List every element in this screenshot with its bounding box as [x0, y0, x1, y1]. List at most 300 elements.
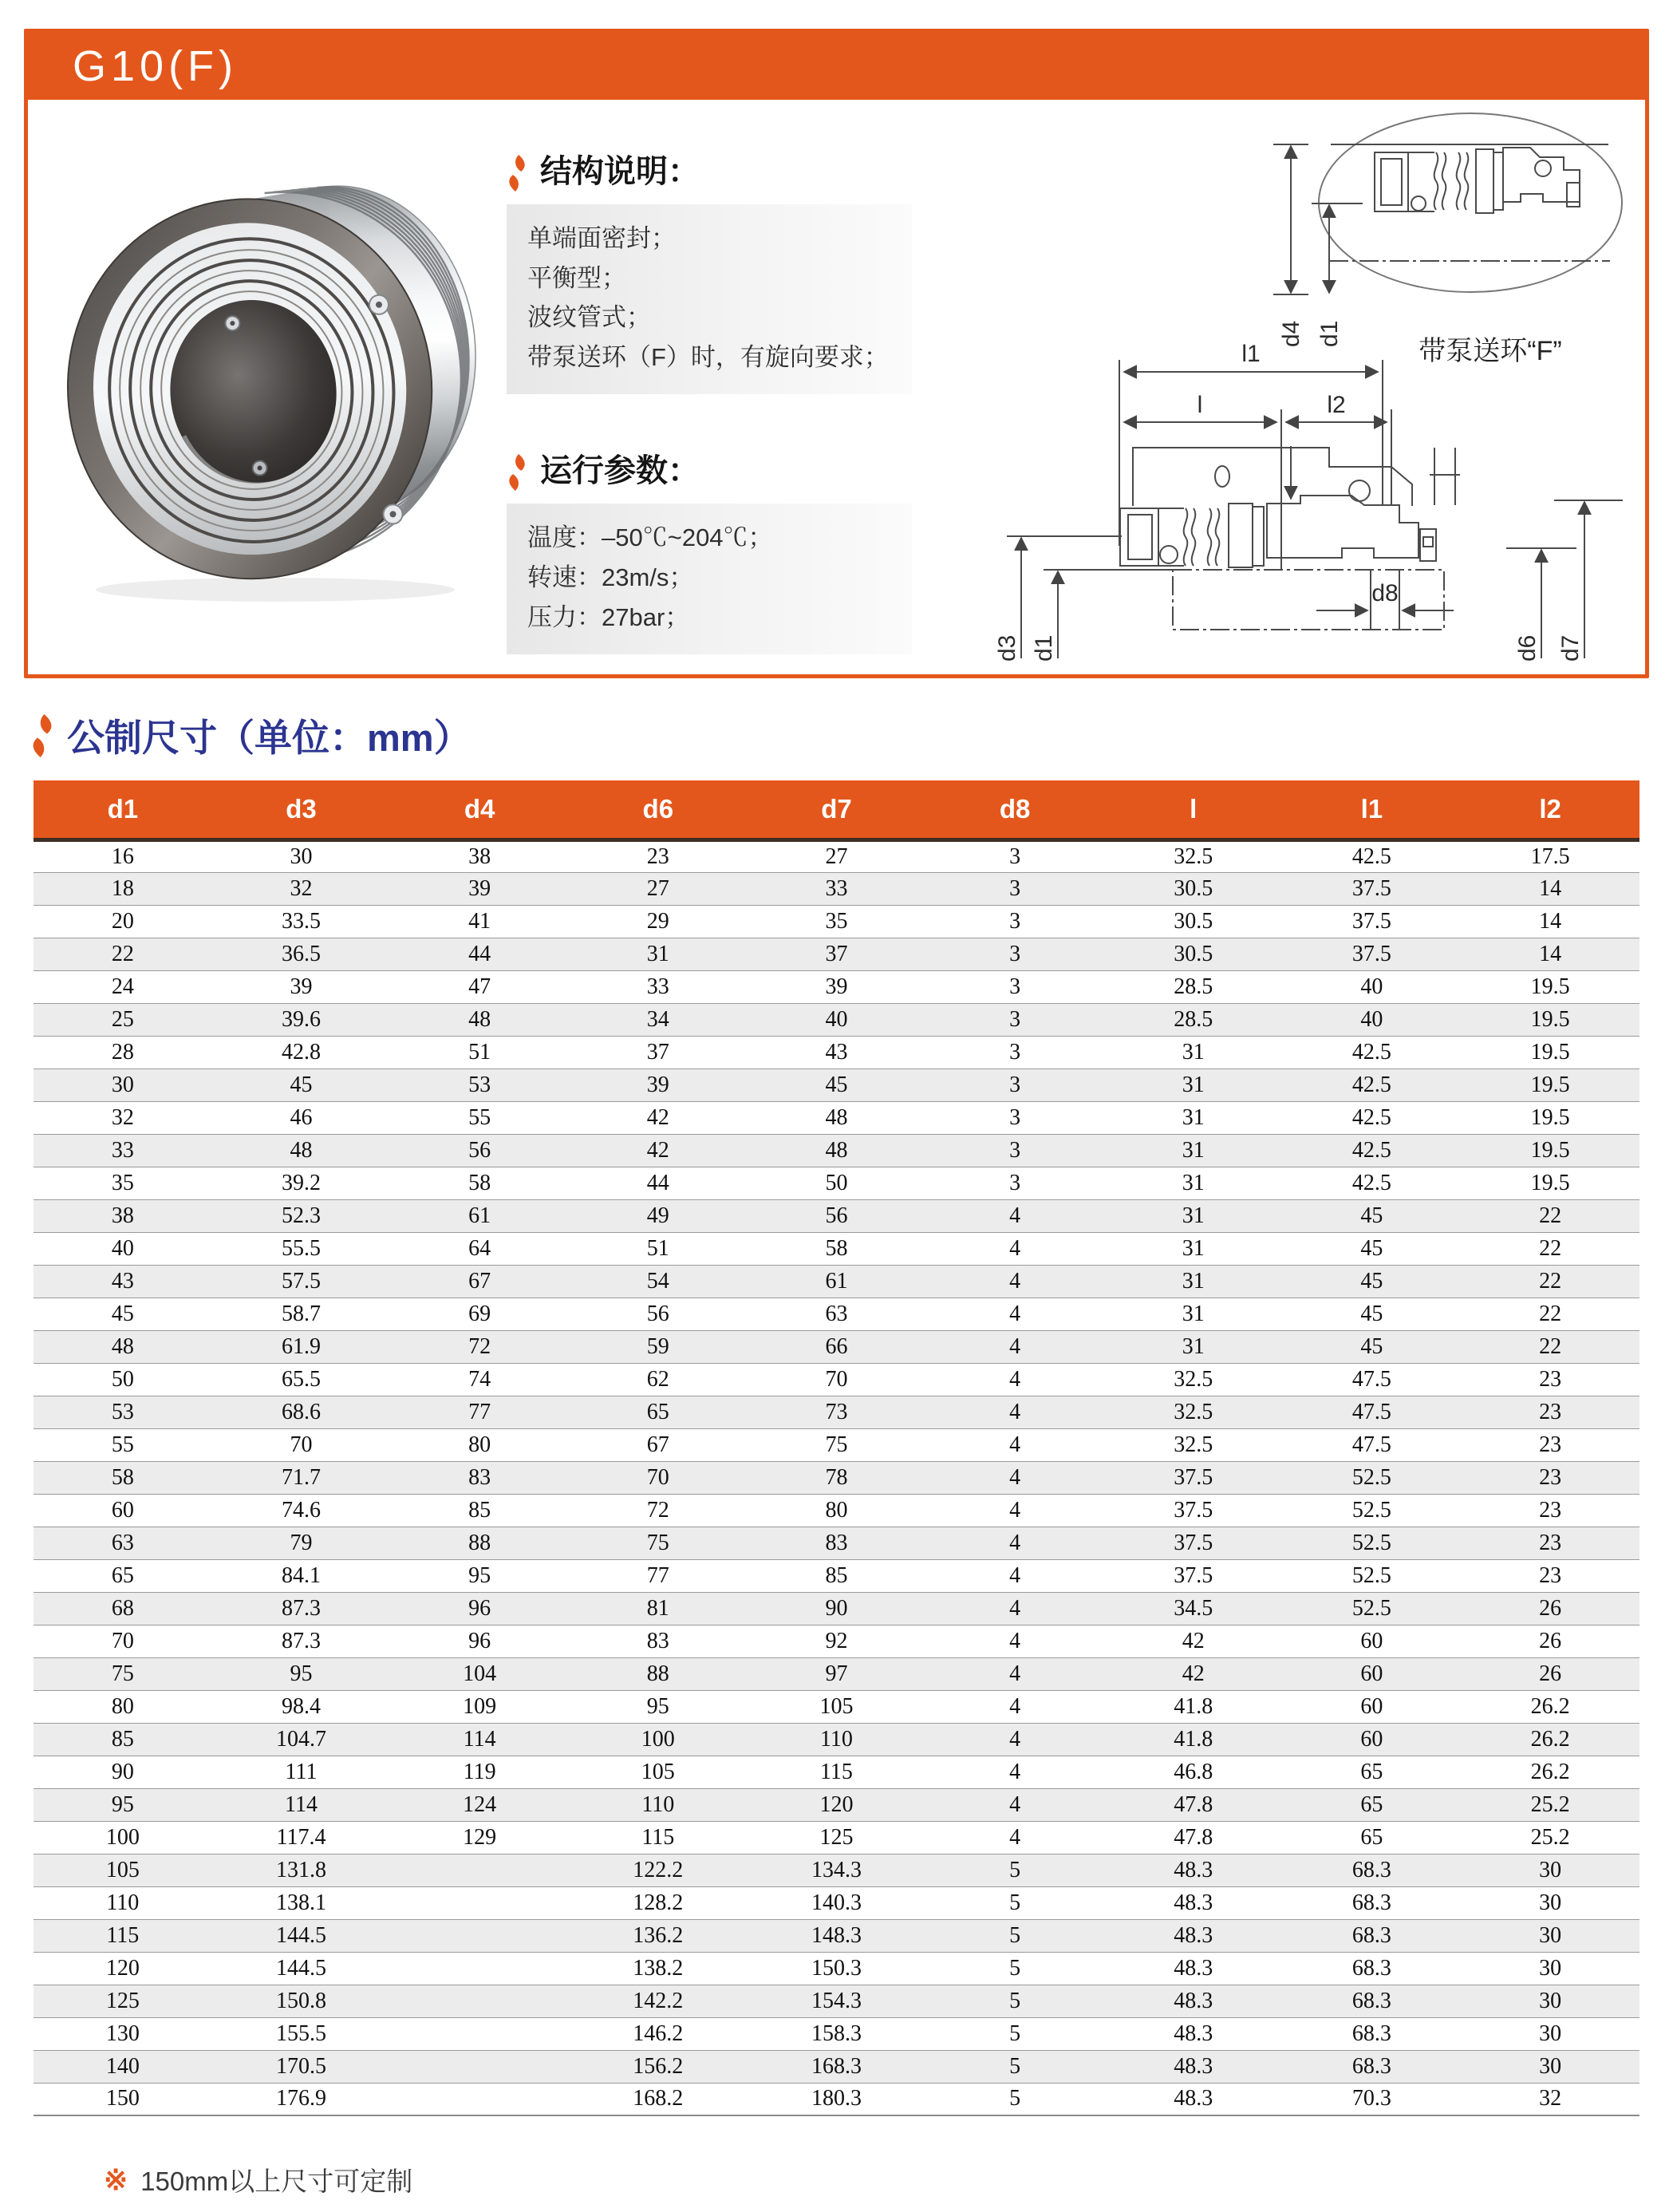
table-cell: 26.2: [1461, 1756, 1639, 1788]
table-cell: 41.8: [1104, 1723, 1283, 1756]
table-cell: 60: [1283, 1723, 1462, 1756]
table-cell: 45: [1283, 1199, 1462, 1232]
table-cell: 33: [569, 970, 748, 1003]
structure-section: [507, 146, 941, 394]
table-cell: 52.5: [1283, 1461, 1462, 1494]
table-row: [34, 1101, 1639, 1134]
table-cell: 95: [569, 1690, 748, 1723]
table-cell: 74.6: [212, 1494, 391, 1527]
table-cell: [390, 2083, 569, 2115]
table-cell: 83: [390, 1461, 569, 1494]
spec-text-column: [507, 100, 941, 674]
dimension-table: [34, 780, 1639, 2116]
table-cell: 14: [1461, 938, 1639, 970]
table-cell: 42: [569, 1101, 748, 1134]
table-cell: 60: [1283, 1657, 1462, 1690]
table-row: [34, 1625, 1639, 1657]
table-cell: 48: [34, 1330, 212, 1363]
table-row: [34, 1036, 1639, 1068]
table-cell: 140.3: [748, 1886, 926, 1919]
table-row: [34, 1068, 1639, 1101]
table-cell: 57.5: [212, 1265, 391, 1298]
table-cell: 68.6: [212, 1396, 391, 1428]
table-cell: 41.8: [1104, 1690, 1283, 1723]
table-cell: 31: [1104, 1330, 1283, 1363]
table-cell: 39: [390, 872, 569, 905]
table-cell: 136.2: [569, 1919, 748, 1952]
table-cell: 70: [569, 1461, 748, 1494]
table-cell: 5: [925, 1854, 1104, 1886]
table-cell: 3: [925, 1068, 1104, 1101]
table-cell: 23: [1461, 1494, 1639, 1527]
table-cell: 45: [1283, 1330, 1462, 1363]
table-cell: 20: [34, 905, 212, 938]
footnote: [104, 2161, 412, 2198]
table-row: [34, 1559, 1639, 1592]
table-cell: 80: [34, 1690, 212, 1723]
table-cell: 65.5: [212, 1363, 391, 1396]
table-cell: 25.2: [1461, 1788, 1639, 1821]
table-cell: 79: [212, 1527, 391, 1559]
table-row: [34, 938, 1639, 970]
table-cell: 31: [1104, 1167, 1283, 1199]
table-row: [34, 1886, 1639, 1919]
table-cell: 119: [390, 1756, 569, 1788]
table-cell: 115: [748, 1756, 926, 1788]
table-cell: 37.5: [1104, 1494, 1283, 1527]
table-cell: 47.8: [1104, 1821, 1283, 1854]
table-cell: 158.3: [748, 2017, 926, 2050]
table-cell: 176.9: [212, 2083, 391, 2115]
table-cell: 40: [748, 1003, 926, 1036]
table-cell: 45: [1283, 1298, 1462, 1330]
table-cell: 22: [1461, 1199, 1639, 1232]
table-cell: 19.5: [1461, 1036, 1639, 1068]
table-cell: 42.5: [1283, 1167, 1462, 1199]
table-cell: 95: [34, 1788, 212, 1821]
table-row: [34, 1003, 1639, 1036]
table-cell: [390, 1985, 569, 2017]
table-cell: 37.5: [1104, 1461, 1283, 1494]
dim-label-l1: l1: [1241, 341, 1261, 367]
table-cell: 3: [925, 872, 1104, 905]
table-row: [34, 1330, 1639, 1363]
table-cell: 65: [1283, 1756, 1462, 1788]
table-cell: 47.5: [1283, 1363, 1462, 1396]
table-cell: 48: [212, 1134, 391, 1167]
table-cell: 37.5: [1283, 938, 1462, 970]
table-cell: 42.8: [212, 1036, 391, 1068]
table-row: [34, 1821, 1639, 1854]
table-cell: 68.3: [1283, 1886, 1462, 1919]
table-cell: 115: [569, 1821, 748, 1854]
table-cell: 5: [925, 1952, 1104, 1985]
table-cell: 26.2: [1461, 1723, 1639, 1756]
table-cell: 95: [390, 1559, 569, 1592]
table-cell: 131.8: [212, 1854, 391, 1886]
table-cell: 63: [748, 1298, 926, 1330]
table-cell: 48.3: [1104, 1952, 1283, 1985]
table-cell: 122.2: [569, 1854, 748, 1886]
table-cell: 75: [34, 1657, 212, 1690]
table-cell: 3: [925, 905, 1104, 938]
table-cell: 45: [212, 1068, 391, 1101]
table-cell: 109: [390, 1690, 569, 1723]
table-cell: 39.6: [212, 1003, 391, 1036]
table-cell: 27: [569, 872, 748, 905]
table-cell: 37.5: [1104, 1527, 1283, 1559]
table-cell: 3: [925, 1036, 1104, 1068]
table-cell: 77: [569, 1559, 748, 1592]
table-cell: 14: [1461, 905, 1639, 938]
table-cell: 69: [390, 1298, 569, 1330]
table-row: [34, 1723, 1639, 1756]
text-line: 带泵送环（F）时，有旋向要求；: [527, 342, 889, 371]
table-cell: 46: [212, 1101, 391, 1134]
table-body: [34, 839, 1639, 2115]
table-cell: 45: [1283, 1232, 1462, 1265]
table-cell: 59: [569, 1330, 748, 1363]
table-row: [34, 1265, 1639, 1298]
table-cell: 30.5: [1104, 905, 1283, 938]
table-row: [34, 1167, 1639, 1199]
table-cell: 168.2: [569, 2083, 748, 2115]
table-cell: 23: [1461, 1527, 1639, 1559]
table-cell: 105: [34, 1854, 212, 1886]
table-cell: 16: [34, 839, 212, 872]
table-cell: 168.3: [748, 2050, 926, 2083]
table-cell: 19.5: [1461, 1134, 1639, 1167]
params-text: [507, 504, 912, 654]
table-cell: 51: [390, 1036, 569, 1068]
table-row: [34, 1199, 1639, 1232]
table-row: [34, 1985, 1639, 2017]
table-cell: 40: [34, 1232, 212, 1265]
table-cell: 125: [748, 1821, 926, 1854]
metric-section-header: [30, 709, 472, 762]
dim-label-d7: d7: [1557, 634, 1584, 662]
table-cell: 42.5: [1283, 839, 1462, 872]
table-cell: 4: [925, 1657, 1104, 1690]
table-cell: 42.5: [1283, 1134, 1462, 1167]
table-cell: 4: [925, 1788, 1104, 1821]
table-cell: 4: [925, 1723, 1104, 1756]
table-cell: 96: [390, 1625, 569, 1657]
table-cell: 52.5: [1283, 1527, 1462, 1559]
column-header-d1: d1: [34, 780, 212, 839]
table-row: [34, 1788, 1639, 1821]
table-cell: 48: [748, 1134, 926, 1167]
table-cell: 43: [34, 1265, 212, 1298]
table-cell: 129: [390, 1821, 569, 1854]
table-cell: 32.5: [1104, 1428, 1283, 1461]
table-cell: 105: [748, 1690, 926, 1723]
table-row: [34, 1756, 1639, 1788]
table-cell: 58: [748, 1232, 926, 1265]
table-cell: 5: [925, 1985, 1104, 2017]
table-row: [34, 1461, 1639, 1494]
table-cell: 53: [34, 1396, 212, 1428]
table-cell: 48.3: [1104, 1985, 1283, 2017]
table-cell: 23: [569, 839, 748, 872]
table-row: [34, 1690, 1639, 1723]
table-cell: 68: [34, 1592, 212, 1625]
table-cell: 34.5: [1104, 1592, 1283, 1625]
dim-label-d1-top: d1: [1316, 320, 1343, 347]
table-cell: 41: [390, 905, 569, 938]
table-cell: 97: [748, 1657, 926, 1690]
table-cell: 68.3: [1283, 1952, 1462, 1985]
table-cell: 4: [925, 1428, 1104, 1461]
table-cell: 4: [925, 1559, 1104, 1592]
table-row: [34, 839, 1639, 872]
table-cell: 110: [34, 1886, 212, 1919]
table-row: [34, 1854, 1639, 1886]
table-cell: 37: [748, 938, 926, 970]
table-cell: 124: [390, 1788, 569, 1821]
table-row: [34, 872, 1639, 905]
table-cell: 48: [748, 1101, 926, 1134]
table-cell: 98.4: [212, 1690, 391, 1723]
table-cell: 90: [748, 1592, 926, 1625]
table-cell: 4: [925, 1330, 1104, 1363]
table-cell: 23: [1461, 1363, 1639, 1396]
table-cell: 65: [569, 1396, 748, 1428]
table-cell: 65: [34, 1559, 212, 1592]
table-cell: 45: [748, 1068, 926, 1101]
table-cell: 144.5: [212, 1952, 391, 1985]
product-header-bar: [28, 33, 1645, 100]
table-cell: 3: [925, 1003, 1104, 1036]
table-cell: 48.3: [1104, 1854, 1283, 1886]
table-cell: 117.4: [212, 1821, 391, 1854]
table-cell: 5: [925, 1886, 1104, 1919]
table-cell: 40: [1283, 1003, 1462, 1036]
table-row: [34, 2083, 1639, 2115]
table-cell: 23: [1461, 1396, 1639, 1428]
table-cell: 114: [212, 1788, 391, 1821]
column-header-d4: d4: [390, 780, 569, 839]
table-cell: 61.9: [212, 1330, 391, 1363]
table-cell: 105: [569, 1756, 748, 1788]
table-cell: 42: [1104, 1625, 1283, 1657]
table-cell: 34: [569, 1003, 748, 1036]
table-cell: 19.5: [1461, 1003, 1639, 1036]
table-cell: 48.3: [1104, 2017, 1283, 2050]
table-cell: 23: [1461, 1559, 1639, 1592]
table-cell: 110: [569, 1788, 748, 1821]
product-panel: [24, 29, 1649, 678]
table-cell: 60: [1283, 1625, 1462, 1657]
table-cell: 63: [34, 1527, 212, 1559]
table-cell: 27: [748, 839, 926, 872]
dim-label-d6: d6: [1514, 634, 1541, 662]
table-cell: 66: [748, 1330, 926, 1363]
table-cell: 48.3: [1104, 2050, 1283, 2083]
table-cell: 74: [390, 1363, 569, 1396]
text-line: 温度：–50℃~204℃；: [527, 523, 773, 552]
table-cell: 96: [390, 1592, 569, 1625]
table-cell: 55: [390, 1101, 569, 1134]
table-cell: 83: [748, 1527, 926, 1559]
table-cell: 150.3: [748, 1952, 926, 1985]
table-cell: 22: [1461, 1265, 1639, 1298]
table-cell: 58: [34, 1461, 212, 1494]
table-cell: [390, 1886, 569, 1919]
table-row: [34, 1232, 1639, 1265]
table-cell: 100: [34, 1821, 212, 1854]
table-cell: [390, 2050, 569, 2083]
table-cell: 70: [748, 1363, 926, 1396]
table-cell: 68.3: [1283, 1919, 1462, 1952]
table-cell: 115: [34, 1919, 212, 1952]
table-cell: 33: [748, 872, 926, 905]
inset-caption: 带泵送环“F”: [1418, 336, 1562, 366]
table-cell: 24: [34, 970, 212, 1003]
table-cell: 50: [34, 1363, 212, 1396]
table-cell: 40: [1283, 970, 1462, 1003]
table-cell: 77: [390, 1396, 569, 1428]
flame-icon: [507, 454, 527, 491]
table-cell: 31: [1104, 1298, 1283, 1330]
column-header-d3: d3: [212, 780, 391, 839]
table-cell: 17.5: [1461, 839, 1639, 872]
table-cell: 36.5: [212, 938, 391, 970]
footnote-marker-icon: ※: [104, 2163, 128, 2196]
table-cell: 71.7: [212, 1461, 391, 1494]
table-cell: 3: [925, 839, 1104, 872]
table-cell: 156.2: [569, 2050, 748, 2083]
table-cell: 31: [1104, 1265, 1283, 1298]
column-header-l1: l1: [1283, 780, 1462, 839]
table-cell: 3: [925, 970, 1104, 1003]
table-header-row: [34, 780, 1639, 839]
table-cell: 146.2: [569, 2017, 748, 2050]
table-row: [34, 1396, 1639, 1428]
table-cell: 28: [34, 1036, 212, 1068]
table-cell: 110: [748, 1723, 926, 1756]
table-cell: 67: [569, 1428, 748, 1461]
table-cell: 54: [569, 1265, 748, 1298]
table-cell: 61: [390, 1199, 569, 1232]
table-cell: 30: [1461, 1854, 1639, 1886]
table-cell: 70: [34, 1625, 212, 1657]
table-cell: 81: [569, 1592, 748, 1625]
table-cell: 88: [569, 1657, 748, 1690]
table-cell: 65: [1283, 1821, 1462, 1854]
params-title: 运行参数：: [540, 453, 700, 489]
table-cell: 5: [925, 2017, 1104, 2050]
table-cell: 72: [569, 1494, 748, 1527]
table-cell: 14: [1461, 872, 1639, 905]
table-cell: 4: [925, 1461, 1104, 1494]
table-cell: 68.3: [1283, 2017, 1462, 2050]
text-line: 压力：27bar；: [527, 602, 690, 631]
table-cell: 150.8: [212, 1985, 391, 2017]
table-cell: 48.3: [1104, 1919, 1283, 1952]
table-row: [34, 1428, 1639, 1461]
table-cell: [390, 1854, 569, 1886]
table-cell: 3: [925, 1134, 1104, 1167]
table-cell: 26: [1461, 1625, 1639, 1657]
table-cell: 32: [212, 872, 391, 905]
table-cell: 73: [748, 1396, 926, 1428]
photo-shadow: [96, 578, 455, 602]
table-cell: 31: [1104, 1101, 1283, 1134]
table-cell: 38: [34, 1199, 212, 1232]
table-cell: 56: [390, 1134, 569, 1167]
table-cell: 4: [925, 1232, 1104, 1265]
table-row: [34, 1657, 1639, 1690]
table-cell: 32.5: [1104, 1363, 1283, 1396]
table-cell: 39: [569, 1068, 748, 1101]
table-cell: 85: [390, 1494, 569, 1527]
table-cell: 52.5: [1283, 1559, 1462, 1592]
table-cell: 28.5: [1104, 970, 1283, 1003]
table-cell: 42: [569, 1134, 748, 1167]
table-row: [34, 1363, 1639, 1396]
table-cell: 4: [925, 1265, 1104, 1298]
table-cell: 4: [925, 1199, 1104, 1232]
table-cell: 31: [569, 938, 748, 970]
flame-icon: [30, 714, 54, 757]
table-cell: 47.8: [1104, 1788, 1283, 1821]
table-cell: 4: [925, 1298, 1104, 1330]
table-cell: 52.5: [1283, 1592, 1462, 1625]
table-cell: 48.3: [1104, 2083, 1283, 2115]
table-cell: 32.5: [1104, 839, 1283, 872]
table-row: [34, 1134, 1639, 1167]
table-cell: 134.3: [748, 1854, 926, 1886]
footnote-text: 150mm以上尺寸可定制: [140, 2167, 413, 2196]
table-row: [34, 1494, 1639, 1527]
table-cell: 138.1: [212, 1886, 391, 1919]
table-cell: 64: [390, 1232, 569, 1265]
table-cell: 87.3: [212, 1625, 391, 1657]
table-cell: 33.5: [212, 905, 391, 938]
table-cell: 142.2: [569, 1985, 748, 2017]
table-cell: 55: [34, 1428, 212, 1461]
table-cell: 150: [34, 2083, 212, 2115]
table-cell: 33: [34, 1134, 212, 1167]
table-cell: 42: [1104, 1657, 1283, 1690]
technical-drawing-area: [941, 100, 1645, 674]
table-cell: 83: [569, 1625, 748, 1657]
table-cell: [390, 2017, 569, 2050]
column-header-d6: d6: [569, 780, 748, 839]
table-row: [34, 1952, 1639, 1985]
table-cell: 114: [390, 1723, 569, 1756]
table-cell: 92: [748, 1625, 926, 1657]
table-cell: 65: [1283, 1788, 1462, 1821]
table-cell: 154.3: [748, 1985, 926, 2017]
table-cell: 31: [1104, 1068, 1283, 1101]
table-cell: 50: [748, 1167, 926, 1199]
table-cell: 75: [748, 1428, 926, 1461]
table-cell: 30: [1461, 2017, 1639, 2050]
product-code: G10(F): [73, 42, 239, 90]
table-cell: 120: [748, 1788, 926, 1821]
table-cell: 111: [212, 1756, 391, 1788]
table-cell: 90: [34, 1756, 212, 1788]
dim-label-d1-bottom: d1: [1031, 634, 1057, 662]
table-row: [34, 970, 1639, 1003]
table-cell: 58.7: [212, 1298, 391, 1330]
table-cell: 37.5: [1104, 1559, 1283, 1592]
table-title: 公制尺寸（单位：mm）: [67, 717, 472, 759]
dim-label-d8: d8: [1371, 580, 1399, 606]
table-cell: 85: [748, 1559, 926, 1592]
